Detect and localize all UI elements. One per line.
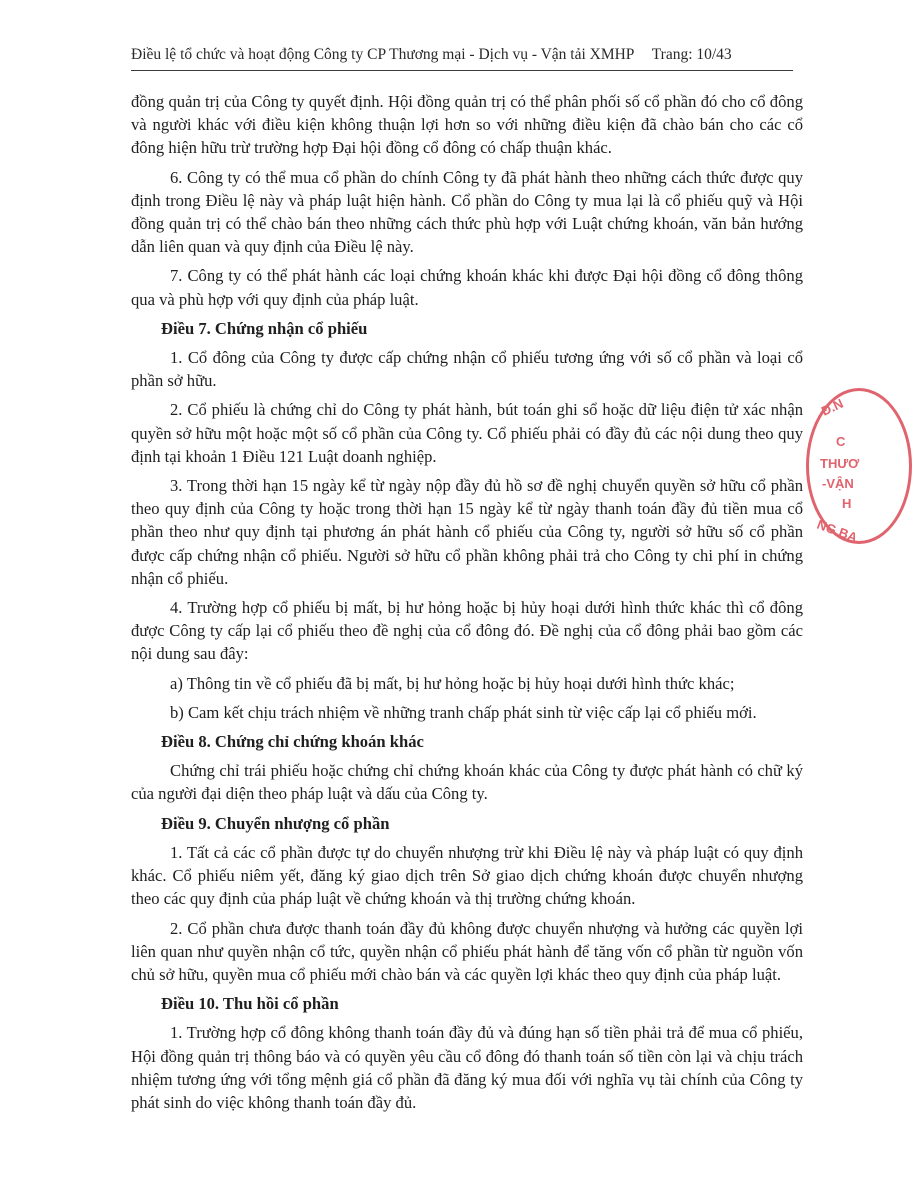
paragraph: 1. Trường hợp cổ đông không thanh toán đầy đủ và đúng hạn số tiền phải trả để mua cổ phiếu, Hội đồng quản trị thông báo và có quyền yêu cầu cổ đông đó thanh toán số tiền còn lại và chịu trách nhiệm tương ứng với tổng mệnh giá cổ phần đã đăng ký mua đối với nghĩa vụ tài chính của Công ty phát sinh do việc không thanh toán đầy đủ. [131,1023,803,1112]
paragraph: 7. Công ty có thể phát hành các loại chứng khoán khác khi được Đại hội đồng cổ đông thông qua và phù hợp với quy định của pháp luật. [131,266,803,309]
svg-text:Đ.N: Đ.N [818,395,846,419]
svg-text:NG BA: NG BA [814,516,860,546]
seal-text-graphic [806,388,906,546]
page-number: Trang: 10/43 [651,46,732,63]
paragraph: 2. Cổ phiếu là chứng chỉ do Công ty phát hành, bút toán ghi sổ hoặc dữ liệu điện tử xác nhận quyền sở hữu một hoặc một số cổ phần của Công ty. Cổ phiếu phải có đầy đủ các nội dung theo quy định tại khoản 1 Điều 121 Luật doanh nghiệp. [131,400,803,466]
header-divider [131,70,793,71]
paragraph: 4. Trường hợp cổ phiếu bị mất, bị hư hỏng hoặc bị hủy hoại dưới hình thức khác thì cổ đông được Công ty cấp lại cổ phiếu theo đề nghị của cổ đông đó. Đề nghị của cổ đông phải bao gồm các nội dung sau đây: [131,598,803,664]
svg-text:C: C [836,434,846,449]
paragraph: 2. Cổ phần chưa được thanh toán đầy đủ không được chuyển nhượng và hưởng các quyền lợi liên quan như quyền nhận cổ tức, quyền nhận cổ phiếu phát hành để tăng vốn cổ phần từ nguồn vốn chủ sở hữu, quyền mua cổ phiếu mới chào bán và các quyền lợi khác theo quy định của pháp luật. [131,918,803,984]
svg-text:THƯƠ: THƯƠ [820,456,860,471]
svg-text:-VẬN: -VẬN [822,476,854,491]
page-header [131,46,732,64]
paragraph: 1. Tất cả các cổ phần được tự do chuyển nhượng trừ khi Điều lệ này và pháp luật có quy định khác. Cổ phiếu niêm yết, đăng ký giao dịch trên Sở giao dịch chứng khoán được chuyển nhượng theo các quy định của pháp luật về chứng khoán và thị trường chứng khoán. [131,842,803,909]
document-body [131,90,803,1120]
article-10-heading: Điều 10. Thu hồi cổ phần [161,994,339,1014]
company-seal-stamp [806,388,912,544]
paragraph: đồng quản trị của Công ty quyết định. Hội đồng quản trị có thể phân phối số cổ phần đó cho cổ đông và người khác với điều kiện không thuận lợi hơn so với những điều kiện đã chào bán cho các cổ đông hiện hữu trừ trường hợp Đại hội đồng cổ đông có chấp thuận khác. [131,92,803,158]
article-9-heading: Điều 9. Chuyển nhượng cổ phần [161,813,390,833]
article-8-heading: Điều 8. Chứng chỉ chứng khoán khác [161,732,424,752]
paragraph: 1. Cổ đông của Công ty được cấp chứng nhận cổ phiếu tương ứng với số cổ phần và loại cổ phần sở hữu. [131,348,803,391]
paragraph: 6. Công ty có thể mua cổ phần do chính Công ty đã phát hành theo những cách thức được quy định trong Điều lệ này và pháp luật hiện hành. Cổ phần do Công ty mua lại là cổ phiếu quỹ và Hội đồng quản trị có thể chào bán theo những cách thức phù hợp với Luật chứng khoán, văn bản hướng dẫn liên quan và quy định của Điều lệ này. [131,167,803,257]
paragraph: 3. Trong thời hạn 15 ngày kể từ ngày nộp đầy đủ hồ sơ đề nghị chuyển quyền sở hữu cổ phần theo quy định của Công ty hoặc trong thời hạn 15 ngày kể từ ngày thanh toán đầy đủ tiền mua cổ phần theo như quy định tại phương án phát hành cổ phiếu của Công ty, người sở hữu số cổ phần được cấp chứng nhận cổ phiếu. Người sở hữu cổ phần không phải trả cho Công ty chi phí in chứng nhận cổ phiếu. [131,476,803,588]
paragraph: a) Thông tin về cổ phiếu đã bị mất, bị hư hỏng hoặc bị hủy hoại dưới hình thức khác; [170,673,735,693]
paragraph: b) Cam kết chịu trách nhiệm về những tranh chấp phát sinh từ việc cấp lại cổ phiếu mới. [170,702,757,722]
paragraph: Chứng chỉ trái phiếu hoặc chứng chỉ chứng khoán khác của Công ty được phát hành có chữ ký của người đại diện theo pháp luật và dấu của Công ty. [131,761,803,804]
svg-text:H: H [842,496,852,511]
article-7-heading: Điều 7. Chứng nhận cổ phiếu [161,318,368,338]
document-title: Điều lệ tổ chức và hoạt động Công ty CP Thương mại - Dịch vụ - Vận tải XMHP [131,46,634,63]
